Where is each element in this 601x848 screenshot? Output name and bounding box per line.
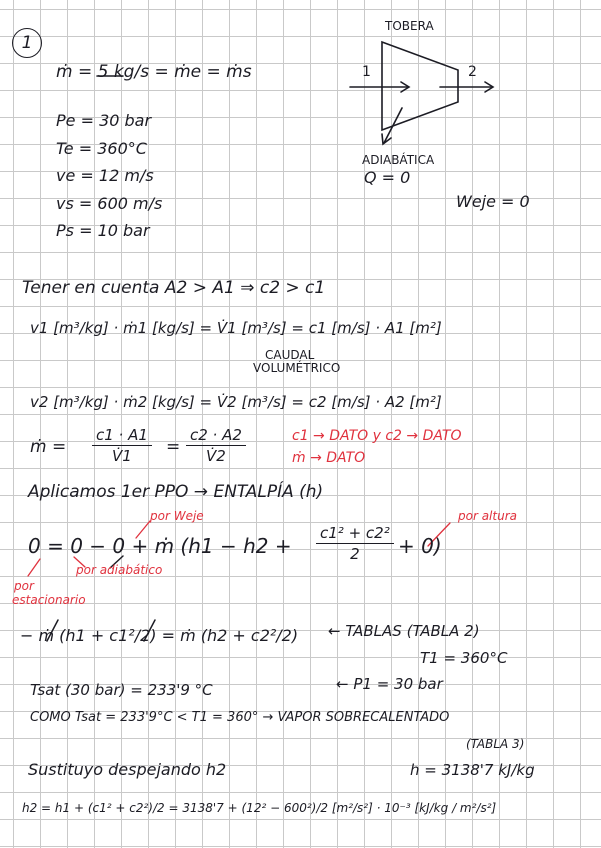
fraction-outlet-num: c2 · A2 [186,426,246,446]
annotation-por: por [14,579,34,593]
inlet-label: 1 [362,64,371,80]
annotation-arrow-estacionario [28,559,40,576]
energy-fraction-den: 2 [350,545,360,563]
work-zero-label: Weje = 0 [456,192,530,211]
fraction-outlet-den: V̇2 [206,447,226,465]
caudal-label: CAUDAL [265,348,315,362]
tables-reference: ← TABLAS (TABLA 2) [328,622,480,640]
t1-value: T1 = 360°C [420,649,508,667]
fraction-inlet-den: V̇1 [112,447,132,465]
inlet-pressure: Pe = 30 bar [56,111,152,130]
volumetrico-label: VOLUMÉTRICO [253,361,341,375]
annotation-por-adiabatico: por adiabático [76,563,163,577]
outlet-label: 2 [468,64,477,80]
tables-reference-text: TABLAS (TABLA 2) [345,622,480,640]
inlet-temperature: Te = 360°C [56,139,147,158]
annotation-estacionario: estacionario [12,593,86,607]
superheated-comparison: COMO Tsat = 233'9°C < T1 = 360° → VAPOR SOBRECALENTADO [30,710,450,725]
mdot-label: ṁ = [30,437,67,457]
tsat-value: Tsat (30 bar) = 233'9 °C [30,681,213,699]
outlet-pressure: Ps = 10 bar [56,221,150,240]
q-zero-label: Q = 0 [364,168,411,187]
adiabatic-label: ADIABÁTICA [362,153,435,167]
annotation-por-altura: por altura [458,509,517,523]
outlet-velocity: vs = 600 m/s [56,194,163,213]
energy-equation-left: 0 = 0 − 0 + ṁ (h1 − h2 + [28,534,292,558]
h1-value: h = 3138'7 kJ/kg [410,761,535,779]
nozzle-title: TOBERA [385,19,434,33]
energy-fraction-num: c1² + c2² [316,524,394,544]
inlet-velocity: ve = 12 m/s [56,166,154,185]
problem-number-badge: 1 [12,28,42,58]
fraction-inlet [92,426,152,465]
cancelled-energy-eq: − ṁ (h1 + c1²/2) = ṁ (h2 + c2²/2) [20,626,299,645]
equals-sign: = [166,437,181,457]
energy-equation-right: + 0) [398,534,442,558]
sustituyo-line: Sustituyo despejando h2 [28,760,227,779]
nozzle-outline [382,42,458,130]
aplicamos-line: Aplicamos 1er PPO → ENTALPÍA (h) [28,482,324,502]
heat-arrow [384,108,402,143]
mass-flow-given: ṁ = 5 kg/s = ṁe = ṁs [56,62,252,82]
note-area-velocity: Tener en cuenta A2 > A1 ⇒ c2 > c1 [22,278,326,298]
continuity-eq-outlet: v2 [m³/kg] · ṁ2 [kg/s] = V̇2 [m³/s] = c2 [m/s] · A2 [m²] [30,393,442,411]
energy-fraction [316,524,394,563]
dato-velocities: c1 → DATO y c2 → DATO [292,428,462,444]
p1-value: ← P1 = 30 bar [336,675,443,693]
fraction-inlet-num: c1 · A1 [92,426,152,446]
dato-mass-flow: ṁ → DATO [292,450,366,466]
h2-equation: h2 = h1 + (c1² + c2²)/2 = 3138'7 + (12² − 600²)/2 [m²/s²] · 10⁻³ [kJ/kg / m²/s²] [22,801,497,815]
fraction-outlet [186,426,246,465]
tabla3-label: (TABLA 3) [466,737,525,751]
p1-value-text: P1 = 30 bar [353,675,443,693]
continuity-eq-inlet: v1 [m³/kg] · ṁ1 [kg/s] = V̇1 [m³/s] = c1 [m/s] · A1 [m²] [30,319,442,337]
annotation-por-weje: por Weje [150,509,204,523]
